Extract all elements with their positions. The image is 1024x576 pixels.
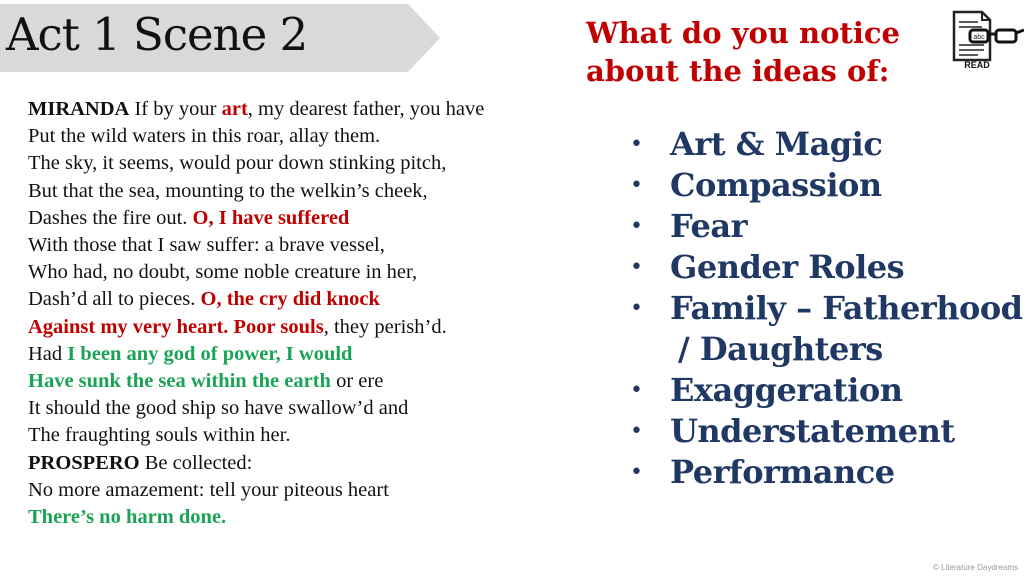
passage-text: Put the wild waters in this roar, allay them. [28,125,381,148]
abc-badge: abc [973,34,985,41]
topic-label: Understatement [670,412,955,450]
question-heading: What do you notice about the ideas of: [586,16,900,88]
topic-label: Gender Roles [670,248,905,286]
topic-label: Art & Magic [670,125,883,163]
passage-text: With those that I saw suffer: a brave vessel, [28,234,385,257]
bullet-icon: • [630,296,643,321]
passage-line [28,341,603,368]
passage-line [28,286,603,313]
highlighted-quote: O, the cry did knock [200,288,380,311]
passage-text: Who had, no doubt, some noble creature in her, [28,261,418,284]
topic-label: / Daughters [678,330,883,368]
topic-item [626,288,1023,329]
topic-item [626,411,1023,452]
passage-text: The sky, it seems, would pour down stinking pitch, [28,152,447,175]
passage-text: If by your [129,98,222,120]
passage-line [28,314,603,341]
title-banner [0,4,440,72]
bullet-icon: • [630,255,643,280]
passage-text: , my dearest father, you have [247,98,485,120]
topic-label: Performance [670,453,895,491]
bullet-icon: • [630,132,643,157]
highlighted-quote: There’s no harm done. [28,506,227,529]
bullet-icon: • [630,378,643,403]
highlighted-quote: Against my very heart. Poor souls [28,315,324,338]
passage-text: Be collected: [139,451,253,474]
passage-text: , they perish’d. [323,315,447,338]
passage-text: It should the good ship so have swallow’d and [28,397,409,420]
slide-title: Act 1 Scene 2 [6,8,308,61]
passage-line [28,96,603,123]
highlighted-quote: O, I have suffered [192,206,350,229]
passage-line [28,178,603,205]
speaker-name: MIRANDA [28,98,130,120]
topic-item [626,124,1023,165]
passage-text: or ere [330,370,384,393]
passage-line [28,123,603,150]
bullet-icon: • [630,214,643,239]
speaker-name: PROSPERO [28,451,140,474]
topic-item [626,452,1023,493]
topic-item [626,247,1023,288]
passage-line [28,477,603,504]
highlighted-quote: Have sunk the sea within the earth [28,370,331,393]
topic-item [626,329,1023,370]
passage-line [28,395,603,422]
highlighted-quote: I been any god of power, I would [67,342,353,365]
passage-line [28,368,603,395]
passage-text: Dashes the fire out. [28,206,193,229]
topic-label: Fear [670,207,747,245]
topic-label: Exaggeration [670,371,903,409]
passage-text: The fraughting souls within her. [28,424,291,447]
passage-text: No more amazement: tell your piteous heart [28,478,389,501]
bullet-icon: • [630,173,643,198]
topic-item [626,165,1023,206]
topic-label: Compassion [670,166,882,204]
passage-line [28,150,603,177]
passage-text: Had [28,342,68,365]
passage-line [28,450,603,477]
topic-item [626,206,1023,247]
passage-text: But that the sea, mounting to the welkin’s cheek, [28,179,428,202]
passage-line [28,259,603,286]
copyright-notice: © Literature Daydreams [932,563,1018,572]
bullet-icon: • [630,460,643,485]
passage-text: Dash’d all to pieces. [28,288,201,311]
play-passage [28,96,603,531]
bullet-icon: • [630,419,643,444]
topic-item [626,370,1023,411]
passage-line [28,205,603,232]
read-label: READ [964,60,990,70]
passage-line [28,422,603,449]
passage-line [28,232,603,259]
topic-label: Family – Fatherhood [670,289,1023,327]
highlighted-quote: art [221,98,248,120]
topic-list [626,124,1023,493]
passage-line [28,504,603,531]
